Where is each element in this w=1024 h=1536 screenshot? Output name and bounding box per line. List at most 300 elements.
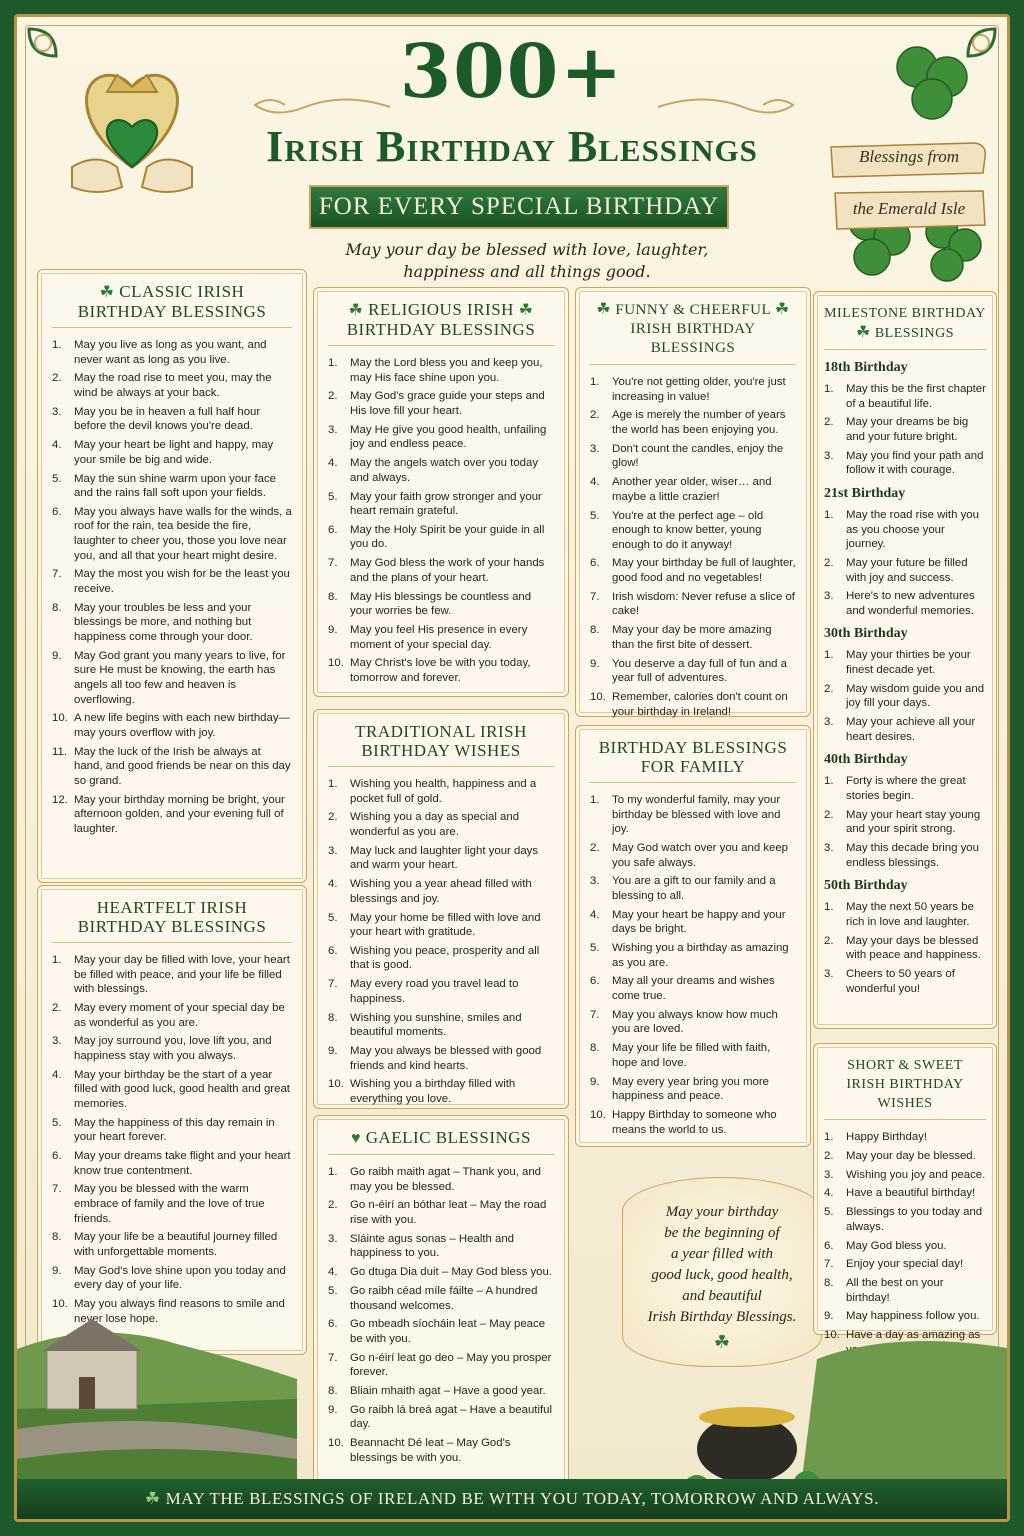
- list-item: [824, 774, 986, 803]
- item-text: Beannacht Dé leat – May God's blessings be with you.: [350, 1437, 511, 1464]
- panel-title-line: IRISH BIRTHDAY BLESSINGS: [630, 321, 756, 356]
- item-text: Cheers to 50 years of wonderful you!: [846, 968, 955, 995]
- item-number: 10.: [52, 1298, 68, 1311]
- item-number: 7.: [328, 557, 338, 570]
- item-number: 5.: [590, 509, 600, 522]
- item-number: 9.: [590, 657, 600, 670]
- list-item: [328, 356, 554, 385]
- family-panel: [575, 725, 811, 1147]
- milestone-heading: 30th Birthday: [824, 626, 908, 642]
- item-text: May you always find reasons to smile and never lose hope.: [74, 1298, 285, 1325]
- tagline-line: happiness and all things good.: [403, 262, 651, 281]
- item-text: Another year older, wiser… and maybe a little crazier!: [612, 476, 772, 503]
- item-number: 3.: [328, 423, 338, 436]
- list-item: [328, 877, 554, 906]
- item-number: 8.: [590, 624, 600, 637]
- item-number: 2.: [52, 372, 62, 385]
- item-text: Go n-éirí an bóthar leat – May the road rise with you.: [350, 1199, 547, 1226]
- item-number: 6.: [52, 1150, 62, 1163]
- list-item: [328, 456, 554, 485]
- closing-line: Irish Birthday Blessings.: [647, 1309, 797, 1325]
- milestone-groups: [824, 360, 986, 996]
- shamrock-icon: ☘: [713, 1332, 731, 1353]
- item-text: May your day be filled with love, your heart be filled with peace, and your life be filled with blessings.: [74, 954, 290, 996]
- item-number: 8.: [590, 1042, 600, 1055]
- blessing-list: [590, 375, 796, 719]
- item-text: Wishing you joy and peace.: [846, 1168, 986, 1181]
- item-text: May your dreams be big and your future bright.: [846, 416, 969, 443]
- item-number: 4.: [52, 1068, 62, 1081]
- list-item: [824, 808, 986, 837]
- item-text: May the angels watch over you today and always.: [350, 457, 539, 484]
- item-number: 9.: [328, 1403, 338, 1416]
- item-text: You deserve a day full of fun and a year full of adventures.: [612, 657, 787, 685]
- item-number: 3.: [824, 1168, 834, 1181]
- item-text: Happy Birthday!: [846, 1131, 928, 1143]
- item-number: 12.: [52, 793, 68, 806]
- title-number: 300+: [399, 29, 625, 115]
- panel-title: [590, 738, 796, 783]
- item-number: 2.: [824, 416, 834, 429]
- item-number: 9.: [824, 1310, 834, 1323]
- list-item: [52, 1068, 292, 1112]
- list-item: [328, 523, 554, 552]
- shamrock-icon: ☘: [348, 302, 364, 319]
- item-number: 1.: [52, 954, 62, 966]
- item-number: 8.: [328, 1385, 338, 1398]
- shamrock-icon: ☘: [144, 1489, 166, 1508]
- blessing-list: [824, 900, 986, 996]
- list-item: [590, 408, 796, 437]
- shamrock-icon: ☘: [99, 284, 115, 301]
- item-text: You are a gift to our family and a blessing to all.: [612, 875, 776, 902]
- list-item: [52, 1116, 292, 1145]
- item-number: 4.: [590, 476, 600, 489]
- closing-line: May your birthday: [665, 1204, 779, 1220]
- item-text: May the Lord bless you and keep you, may His face shine upon you.: [350, 357, 543, 384]
- item-number: 2.: [824, 556, 834, 569]
- item-number: 1.: [824, 649, 834, 662]
- item-text: May every moment of your special day be as wonderful as you are.: [74, 1001, 285, 1029]
- item-text: May you always have walls for the winds, a roof for the rain, tea beside the fire, laughter to cheer you, those you love near you, and all that your heart might desire.: [74, 505, 292, 562]
- panel-title: [52, 282, 292, 328]
- emerald-isle-banner: [825, 133, 993, 237]
- item-text: May you always be blessed with good friends and kind hearts.: [350, 1045, 542, 1072]
- item-text: Have a beautiful birthday!: [846, 1187, 976, 1200]
- list-item: [590, 623, 796, 652]
- item-text: May your birthday be full of laughter, good food and no vegetables!: [612, 557, 796, 585]
- closing-line: be the beginning of: [664, 1225, 780, 1241]
- panel-title-line: RELIGIOUS IRISH: [368, 300, 514, 319]
- list-item: [590, 941, 796, 970]
- item-text: May God grant you many years to live, for sure He must be knowing, the earth has angels all too few and heaven is overflowing.: [74, 649, 286, 706]
- item-number: 3.: [328, 1232, 338, 1245]
- list-item: [52, 405, 292, 434]
- panel-title-line: BLESSINGS: [874, 326, 955, 341]
- list-item: [590, 874, 796, 903]
- list-item: [52, 745, 292, 789]
- item-number: 2.: [590, 409, 600, 422]
- blessing-list: [328, 777, 554, 1107]
- shamrock-icon: ☘: [518, 302, 534, 319]
- item-number: 10.: [824, 1329, 840, 1342]
- item-text: Wishing you health, happiness and a pocket full of gold.: [350, 778, 537, 805]
- list-item: [52, 601, 292, 645]
- item-number: 7.: [52, 1183, 62, 1196]
- item-number: 8.: [52, 601, 62, 614]
- item-number: 10.: [52, 712, 68, 725]
- item-number: 6.: [328, 523, 338, 536]
- list-item: [328, 1077, 554, 1106]
- item-text: May you live as long as you want, and never want as long as you live.: [74, 339, 267, 366]
- item-text: May God watch over you and keep you safe always.: [612, 841, 789, 869]
- panel-title: [590, 300, 796, 365]
- flourish-right-icon: [653, 87, 803, 127]
- item-number: 3.: [824, 716, 834, 729]
- list-item: [824, 415, 986, 444]
- list-item: [824, 967, 986, 996]
- item-text: Enjoy your special day!: [846, 1258, 964, 1271]
- panel-title-line: BIRTHDAY BLESSINGS: [346, 320, 536, 339]
- item-text: A new life begins with each new birthday—may yours overflow with joy.: [74, 712, 290, 739]
- list-item: [824, 1186, 986, 1201]
- tagline: [317, 239, 737, 283]
- item-text: May happiness follow you.: [846, 1310, 980, 1323]
- item-text: May your troubles be less and your blessings be more, and nothing but happiness come through your door.: [74, 601, 253, 643]
- item-text: May you feel His presence in every moment of your special day.: [350, 624, 528, 651]
- item-text: May luck and laughter light your days and warm your heart.: [350, 844, 539, 872]
- panel-title-line: MILESTONE BIRTHDAY: [824, 306, 986, 321]
- item-text: Age is merely the number of years the world has been enjoying you.: [612, 409, 786, 436]
- shamrock-icon: ☘: [855, 324, 871, 341]
- item-number: 4.: [590, 908, 600, 921]
- panel-title: [328, 722, 554, 767]
- item-number: 3.: [824, 449, 834, 462]
- item-number: 1.: [824, 508, 834, 521]
- list-item: [52, 438, 292, 467]
- list-item: [328, 1198, 554, 1227]
- list-item: [590, 793, 796, 837]
- closing-line: good luck, good health,: [651, 1267, 793, 1283]
- classic-panel: [37, 269, 307, 883]
- item-number: 2.: [328, 811, 338, 824]
- panel-title-line: BIRTHDAY BLESSINGS: [598, 738, 788, 757]
- title-text: Irish Birthday Blessings: [266, 122, 758, 171]
- item-number: 2.: [328, 1199, 338, 1212]
- panel-title-line: BIRTHDAY BLESSINGS: [77, 302, 267, 321]
- list-item: [52, 1149, 292, 1178]
- list-item: [590, 974, 796, 1003]
- item-number: 6.: [590, 557, 600, 570]
- item-number: 8.: [52, 1231, 62, 1244]
- list-item: [590, 475, 796, 504]
- item-text: May His blessings be countless and your worries be few.: [350, 590, 532, 618]
- item-text: May your future be filled with joy and success.: [846, 556, 968, 584]
- item-text: May the road rise with you as you choose your journey.: [846, 508, 979, 551]
- list-item: [590, 1041, 796, 1070]
- item-text: May you find your path and follow it with courage.: [846, 449, 984, 477]
- list-item: [590, 1108, 796, 1137]
- flourish-left-icon: [245, 87, 395, 127]
- list-item: [824, 1239, 986, 1254]
- item-number: 5.: [824, 1206, 834, 1219]
- milestone-heading: 21st Birthday: [824, 485, 906, 501]
- list-item: [52, 1001, 292, 1030]
- milestone-heading: 18th Birthday: [824, 360, 908, 375]
- list-item: [824, 682, 986, 711]
- list-item: [824, 556, 986, 585]
- item-number: 10.: [328, 1437, 344, 1450]
- panel-title: [328, 300, 554, 346]
- list-item: [590, 908, 796, 937]
- item-text: May the Holy Spirit be your guide in all you do.: [350, 523, 545, 551]
- item-text: Happy Birthday to someone who means the world to us.: [612, 1108, 777, 1136]
- item-number: 5.: [590, 942, 600, 955]
- item-number: 3.: [328, 844, 338, 857]
- tagline-line: May your day be blessed with love, laughter,: [345, 240, 709, 259]
- item-number: 3.: [824, 842, 834, 855]
- item-text: May your faith grow stronger and your heart remain grateful.: [350, 490, 542, 518]
- item-text: May your achieve all your heart desires.: [846, 716, 976, 743]
- item-number: 3.: [824, 590, 834, 603]
- list-item: [328, 1265, 554, 1280]
- item-number: 7.: [590, 1008, 600, 1021]
- item-number: 3.: [590, 875, 600, 888]
- item-text: Go n-éirí leat go deo – May you prosper forever.: [350, 1351, 552, 1379]
- blessing-list: [52, 953, 292, 1326]
- list-item: [590, 590, 796, 619]
- banner-line: Blessings from: [859, 147, 959, 166]
- list-item: [590, 1008, 796, 1037]
- item-number: 7.: [52, 568, 62, 581]
- item-text: May He give you good health, unfailing joy and endless peace.: [350, 423, 547, 451]
- item-text: May your dreams take flight and your heart know true contentment.: [74, 1150, 291, 1177]
- list-item: [328, 1232, 554, 1261]
- list-item: [824, 1205, 986, 1234]
- item-text: Wishing you sunshine, smiles and beautiful moments.: [350, 1011, 522, 1039]
- banner-line: the Emerald Isle: [852, 199, 966, 218]
- item-number: 2.: [824, 808, 834, 821]
- list-item: [328, 844, 554, 873]
- item-number: 2.: [824, 682, 834, 695]
- item-number: 3.: [52, 405, 62, 418]
- list-item: [590, 442, 796, 471]
- closing-line: a year filled with: [670, 1246, 774, 1262]
- item-text: May your thirties be your finest decade yet.: [846, 649, 971, 677]
- list-item: [328, 977, 554, 1006]
- list-item: [328, 556, 554, 585]
- list-item: [824, 508, 986, 552]
- item-text: May your home be filled with love and your heart with gratitude.: [350, 911, 541, 939]
- item-number: 1.: [824, 383, 834, 395]
- list-item: [52, 1230, 292, 1259]
- panel-title: [52, 898, 292, 943]
- item-text: May your heart be light and happy, may your smile be big and wide.: [74, 439, 274, 466]
- item-text: Go mbeadh síocháin leat – May peace be with you.: [350, 1318, 546, 1345]
- milestone-heading: 50th Birthday: [824, 878, 908, 894]
- list-item: [328, 1011, 554, 1040]
- item-number: 1.: [590, 376, 600, 388]
- item-number: 2.: [590, 841, 600, 854]
- item-number: 6.: [824, 1239, 834, 1252]
- blessing-list: [824, 648, 986, 744]
- item-text: May all your dreams and wishes come true.: [612, 975, 775, 1003]
- item-number: 9.: [52, 1264, 62, 1277]
- item-text: May wisdom guide you and joy fill your days.: [846, 682, 985, 710]
- item-number: 3.: [590, 442, 600, 455]
- item-text: May your day be more amazing than the first bite of dessert.: [612, 624, 772, 651]
- item-number: 1.: [328, 1166, 338, 1178]
- item-text: Wishing you peace, prosperity and all that is good.: [350, 944, 540, 972]
- item-text: Go raibh maith agat – Thank you, and may you be blessed.: [350, 1166, 542, 1193]
- ribbon-banner: FOR EVERY SPECIAL BIRTHDAY: [309, 185, 729, 229]
- item-number: 9.: [328, 624, 338, 636]
- item-text: May your day be blessed.: [846, 1149, 976, 1162]
- religious-panel: [313, 287, 569, 697]
- item-text: To my wonderful family, may your birthday be blessed with love and joy.: [612, 794, 781, 836]
- funny-panel: [575, 287, 811, 717]
- list-item: [824, 1149, 986, 1164]
- item-text: Remember, calories don't count on your birthday in Ireland!: [612, 690, 788, 718]
- milestone-heading: 40th Birthday: [824, 752, 908, 768]
- item-text: Blessings to you today and always.: [846, 1206, 983, 1233]
- list-item: [328, 623, 554, 652]
- item-number: 5.: [52, 472, 62, 485]
- list-item: [328, 911, 554, 940]
- item-number: 6.: [590, 975, 600, 988]
- item-text: Wishing you a day as special and wonderful as you are.: [350, 811, 520, 838]
- list-item: [328, 423, 554, 452]
- list-item: [824, 934, 986, 963]
- list-item: [52, 338, 292, 367]
- closing-line: and beautiful: [682, 1288, 762, 1304]
- list-item: [328, 490, 554, 519]
- list-item: [328, 656, 554, 685]
- item-number: 8.: [824, 1277, 834, 1290]
- item-text: May your heart be happy and your days be bright.: [612, 908, 786, 936]
- list-item: [328, 1165, 554, 1194]
- milestone-panel: [813, 291, 997, 1029]
- list-item: [52, 505, 292, 563]
- list-item: [52, 793, 292, 837]
- item-text: Wishing you a birthday as amazing as you are.: [612, 942, 789, 969]
- list-item: [328, 389, 554, 418]
- list-item: [590, 657, 796, 686]
- item-number: 11.: [52, 745, 67, 758]
- list-item: [824, 1168, 986, 1183]
- item-text: May you be in heaven a full half hour before the devil knows you're dead.: [74, 405, 261, 433]
- item-number: 8.: [328, 1011, 338, 1024]
- item-text: May this decade bring you endless blessings.: [846, 842, 979, 869]
- item-text: May God's love shine upon you today and every day of your life.: [74, 1264, 286, 1292]
- item-text: Here's to new adventures and wonderful memories.: [846, 590, 975, 617]
- panel-title-line: BIRTHDAY WISHES: [361, 741, 521, 760]
- item-text: Irish wisdom: Never refuse a slice of cake!: [612, 590, 795, 618]
- item-number: 9.: [328, 1045, 338, 1057]
- item-text: May every year bring you more happiness and peace.: [612, 1075, 769, 1103]
- list-item: [590, 375, 796, 404]
- list-item: [52, 649, 292, 707]
- item-number: 3.: [52, 1035, 62, 1048]
- item-number: 5.: [328, 911, 338, 924]
- item-text: May the road rise to meet you, may the wind be always at your back.: [74, 372, 272, 399]
- traditional-panel: [313, 709, 569, 1109]
- item-number: 7.: [590, 590, 600, 603]
- panel-title: [824, 1056, 986, 1120]
- panel-title-line: CLASSIC IRISH: [119, 282, 245, 301]
- list-item: [824, 1130, 986, 1145]
- item-number: 2.: [52, 1001, 62, 1014]
- list-item: [824, 900, 986, 929]
- item-text: Don't count the candles, enjoy the glow!: [612, 442, 784, 470]
- list-item: [52, 1182, 292, 1226]
- item-text: Go raibh céad míle fáilte – A hundred thousand welcomes.: [350, 1284, 538, 1312]
- item-number: 5.: [52, 1116, 62, 1129]
- item-number: 10.: [328, 1078, 344, 1091]
- panel-title-line: TRADITIONAL IRISH: [355, 722, 527, 741]
- item-text: May Christ's love be with you today, tomorrow and forever.: [350, 657, 531, 684]
- item-number: 4.: [52, 439, 62, 452]
- list-item: [824, 648, 986, 677]
- item-number: 1.: [590, 794, 600, 806]
- blessing-list: [590, 793, 796, 1137]
- item-number: 7.: [328, 978, 338, 991]
- list-item: [328, 777, 554, 806]
- item-text: You're at the perfect age – old enough to know better, young enough to do it anyway!: [612, 509, 764, 551]
- item-text: May the most you wish for be the least you receive.: [74, 568, 290, 596]
- list-item: [328, 944, 554, 973]
- item-text: May your days be blessed with peace and happiness.: [846, 934, 981, 962]
- panel-title-line: GAELIC BLESSINGS: [365, 1128, 531, 1147]
- blessing-list: [824, 774, 986, 870]
- heartfelt-panel: [37, 885, 307, 1355]
- item-text: Wishing you a year ahead filled with blessings and joy.: [350, 878, 532, 905]
- list-item: [824, 449, 986, 478]
- item-number: 2.: [328, 390, 338, 403]
- list-item: [824, 382, 986, 411]
- item-number: 10.: [590, 690, 606, 703]
- item-text: Wishing you a birthday filled with everything you love.: [350, 1078, 516, 1105]
- item-number: 1.: [824, 901, 834, 914]
- list-item: [590, 690, 796, 719]
- shamrock-icon: ☘: [596, 301, 612, 318]
- list-item: [328, 1044, 554, 1073]
- item-number: 4.: [328, 457, 338, 470]
- item-text: May your heart stay young and your spirit strong.: [846, 808, 981, 836]
- panel-title-line: IRISH BIRTHDAY WISHES: [846, 1077, 964, 1111]
- shamrock-icon: ☘: [774, 301, 790, 318]
- list-item: [52, 472, 292, 501]
- panel-title-line: FOR FAMILY: [640, 757, 746, 776]
- item-number: 7.: [824, 1258, 834, 1271]
- item-number: 3.: [824, 968, 834, 981]
- item-number: 1.: [824, 1131, 834, 1143]
- item-number: 2.: [824, 934, 834, 947]
- item-text: Go raibh lá breá agat – Have a beautiful day.: [350, 1403, 553, 1431]
- item-number: 6.: [52, 505, 62, 518]
- list-item: [824, 1257, 986, 1272]
- panel-title: [328, 1128, 554, 1155]
- item-text: May the luck of the Irish be always at hand, and good friends be near on this day so grand.: [74, 745, 291, 787]
- list-item: [328, 590, 554, 619]
- heart-icon: ♥: [350, 1130, 361, 1147]
- item-number: 4.: [328, 1266, 338, 1279]
- list-item: [590, 509, 796, 553]
- item-text: Sláinte agus sonas – Health and happiness to you.: [350, 1232, 515, 1260]
- item-number: 2.: [824, 1149, 834, 1162]
- item-text: May God bless the work of your hands and the plans of your heart.: [350, 557, 545, 584]
- list-item: [824, 715, 986, 744]
